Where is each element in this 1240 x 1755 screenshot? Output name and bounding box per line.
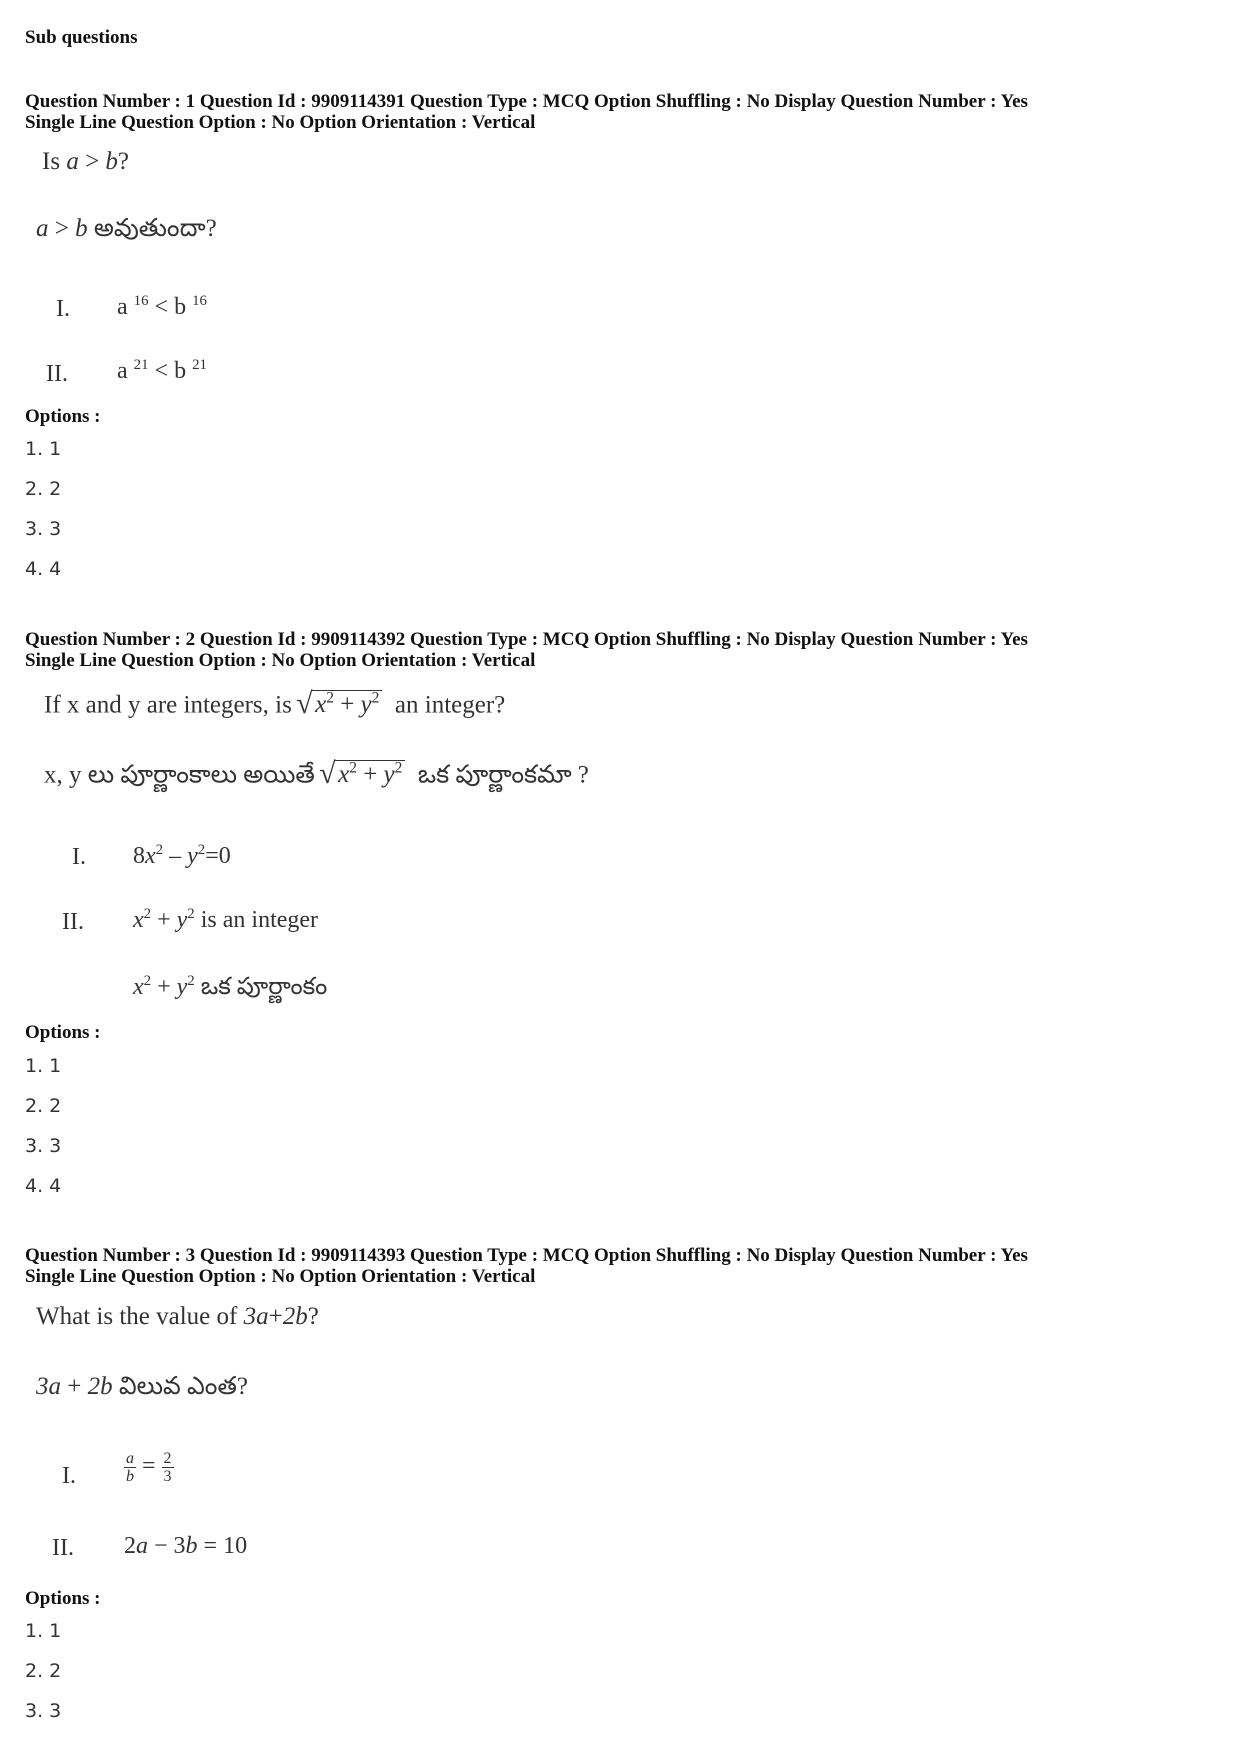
statement-1: $8x^2 - y^2=0$ <box>133 842 231 869</box>
option-1[interactable]: 1. 1 <box>25 1620 62 1642</box>
statement-2-telugu-text: ఒక పూర్ణాంకం <box>194 974 328 1000</box>
statement-label-2: II. <box>46 361 68 387</box>
statement-1: a $^{16}$ < b $^{16}$ <box>117 293 207 320</box>
question-text-suffix: an integer? <box>394 691 506 719</box>
statement-2: a $^{21}$ < b $^{21}$ <box>117 357 207 384</box>
question-meta-line-1: Question Number : 1 Question Id : 9909114391 Question Type : MCQ Option Shuffling : No Display Question Number : Yes <box>25 91 1028 112</box>
option-3[interactable]: 3. 3 <box>25 1700 62 1722</box>
question-meta-line-2: Single Line Question Option : No Option Orientation : Vertical <box>25 650 536 671</box>
question-text-suffix: ఒక పూర్ణాంకమా ? <box>417 761 589 789</box>
statement-label-1: I. <box>72 844 86 870</box>
question-text-suffix: అవుతుందా? <box>87 215 217 242</box>
statement-2-english: $x^2 + y^2$ is an integer <box>133 906 319 933</box>
statement-label-1: I. <box>62 1463 76 1489</box>
options-title: Options : <box>25 406 101 427</box>
options-title: Options : <box>25 1022 101 1043</box>
statement-label-2: II. <box>52 1535 74 1561</box>
question-meta-line-1: Question Number : 2 Question Id : 9909114392 Question Type : MCQ Option Shuffling : No Display Question Number : Yes <box>25 629 1028 650</box>
statement-1: $\frac{a}{b}$ = $\frac{2}{3}$ <box>126 1450 172 1485</box>
option-2[interactable]: 2. 2 <box>25 478 62 500</box>
question-text-english: What is the value of 3a+2b? <box>36 1303 319 1330</box>
option-3[interactable]: 3. 3 <box>25 518 62 540</box>
question-text-prefix: Is <box>42 148 67 175</box>
options-title: Options : <box>25 1588 101 1609</box>
question-meta-line-2: Single Line Question Option : No Option Orientation : Vertical <box>25 1266 536 1287</box>
question-meta-line-2: Single Line Question Option : No Option Orientation : Vertical <box>25 112 536 133</box>
question-text-prefix: What is the value of <box>36 1303 244 1330</box>
question-text-telugu: 3a + 2b విలువ ఎంత? <box>36 1373 249 1400</box>
statement-2-english-text: is an integer <box>194 907 319 933</box>
option-2[interactable]: 2. 2 <box>25 1095 62 1117</box>
option-4[interactable]: 4. 4 <box>25 1175 62 1197</box>
question-text-prefix: x, y లు పూర్ణాంకాలు అయితే <box>44 761 315 789</box>
question-text-telugu: a > b అవుతుందా? <box>36 215 217 242</box>
option-2[interactable]: 2. 2 <box>25 1660 62 1682</box>
question-text-suffix: విలువ ఎంత? <box>112 1373 249 1400</box>
statement-label-2: II. <box>62 909 84 935</box>
question-meta-line-1: Question Number : 3 Question Id : 9909114393 Question Type : MCQ Option Shuffling : No Display Question Number : Yes <box>25 1245 1028 1266</box>
statement-label-1: I. <box>56 296 70 322</box>
question-text-telugu: x, y లు పూర్ణాంకాలు అయితే √ $x^2 + y^2$ ఒక పూర్ణాంకమా ? <box>44 760 589 795</box>
option-1[interactable]: 1. 1 <box>25 1055 62 1077</box>
option-4[interactable]: 4. 4 <box>25 558 62 580</box>
question-text-english: Is a > b? <box>42 148 130 175</box>
question-text-prefix: If x and y are integers, is <box>44 691 292 719</box>
page-title: Sub questions <box>25 27 138 48</box>
statement-2: 2a − 3b = 10 <box>124 1533 248 1559</box>
question-text-english: If x and y are integers, is √ $x^2 + y^2$ an integer? <box>44 690 505 719</box>
option-1[interactable]: 1. 1 <box>25 438 62 460</box>
statement-2-telugu: $x^2 + y^2$ ఒక పూర్ణాంకం <box>133 973 328 1000</box>
option-3[interactable]: 3. 3 <box>25 1135 62 1157</box>
